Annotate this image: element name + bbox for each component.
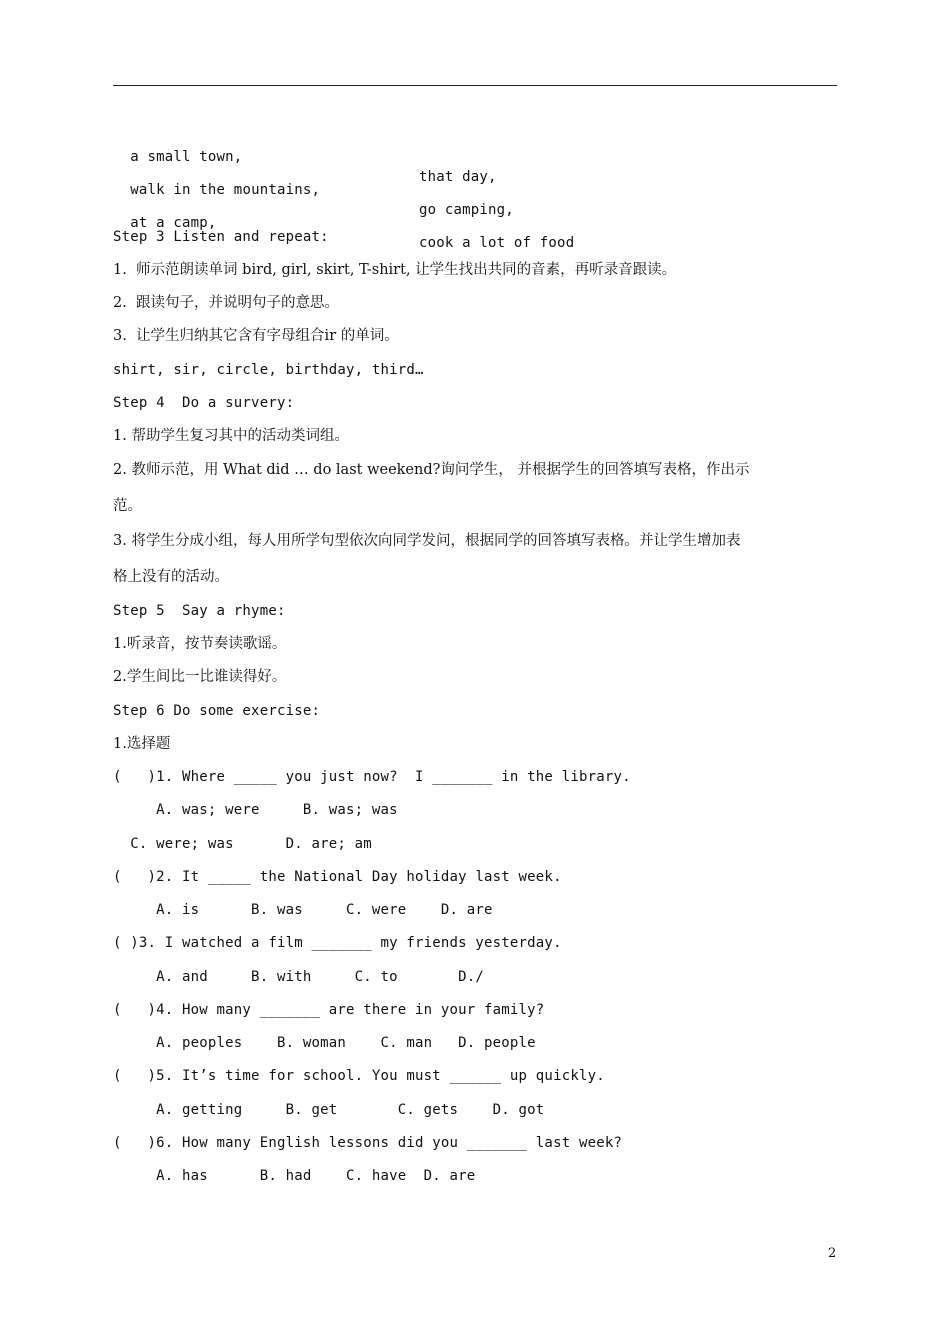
step-5-item-2: 2.学生间比一比谁读得好。 <box>113 669 287 685</box>
vocab-phrase: that day, <box>419 169 497 185</box>
step-3-item-2: 2. 跟读句子，并说明句子的意思。 <box>113 295 340 311</box>
question-2-options: A. is B. was C. were D. are <box>113 902 493 918</box>
step-4-item-2-cont: 范。 <box>113 498 142 514</box>
question-1-options-b: C. were; was D. are; am <box>113 836 372 852</box>
question-6: ( )6. How many English lessons did you _______ last week? <box>113 1135 623 1151</box>
step-3-item-3: 3. 让学生归纳其它含有字母组合ir 的单词。 <box>113 328 399 344</box>
question-3-options: A. and B. with C. to D./ <box>113 969 485 985</box>
question-6-options: A. has B. had C. have D. are <box>113 1168 476 1184</box>
vocab-phrase: cook a lot of food <box>419 235 575 251</box>
vocab-phrase: go camping, <box>419 202 514 218</box>
step-4-item-3-cont: 格上没有的活动。 <box>113 569 229 585</box>
question-5: ( )5. It’s time for school. You must ______ up quickly. <box>113 1068 605 1084</box>
ir-word-list: shirt, sir, circle, birthday, third… <box>113 362 424 378</box>
step-5-item-1: 1.听录音，按节奏读歌谣。 <box>113 636 287 652</box>
question-3: ( )3. I watched a film _______ my friends yesterday. <box>113 935 562 951</box>
question-4: ( )4. How many _______ are there in your family? <box>113 1002 545 1018</box>
question-4-options: A. peoples B. woman C. man D. people <box>113 1035 536 1051</box>
question-1-options-a: A. was; were B. was; was <box>113 802 398 818</box>
question-2: ( )2. It _____ the National Day holiday last week. <box>113 869 562 885</box>
vocab-phrase: at a camp, <box>130 215 217 231</box>
vocab-phrase: walk in the mountains, <box>130 182 321 198</box>
step-4-item-3: 3. 将学生分成小组，每人用所学句型依次向同学发问，根据同学的回答填写表格。并让学生增加表 <box>113 533 741 549</box>
step-6-heading: Step 6 Do some exercise: <box>113 703 321 719</box>
question-1: ( )1. Where _____ you just now? I _______ in the library. <box>113 769 631 785</box>
step-3-heading: Step 3 Listen and repeat: <box>113 229 329 245</box>
exercise-title: 1.选择题 <box>113 736 171 752</box>
step-3-item-1: 1. 师示范朗读单词 bird, girl, skirt, T-shirt, 让学生找出共同的音素，再听录音跟读。 <box>113 262 677 278</box>
header-rule <box>113 85 837 86</box>
step-4-item-2: 2. 教师示范，用 What did … do last weekend?询问学生， 并根据学生的回答填写表格，作出示 <box>113 462 750 478</box>
question-5-options: A. getting B. get C. gets D. got <box>113 1102 545 1118</box>
page-number: 2 <box>828 1246 837 1261</box>
vocab-phrase: a small town, <box>130 149 243 165</box>
step-5-heading: Step 5 Say a rhyme: <box>113 603 286 619</box>
step-4-item-1: 1. 帮助学生复习其中的活动类词组。 <box>113 428 349 444</box>
step-4-heading: Step 4 Do a survery: <box>113 395 295 411</box>
